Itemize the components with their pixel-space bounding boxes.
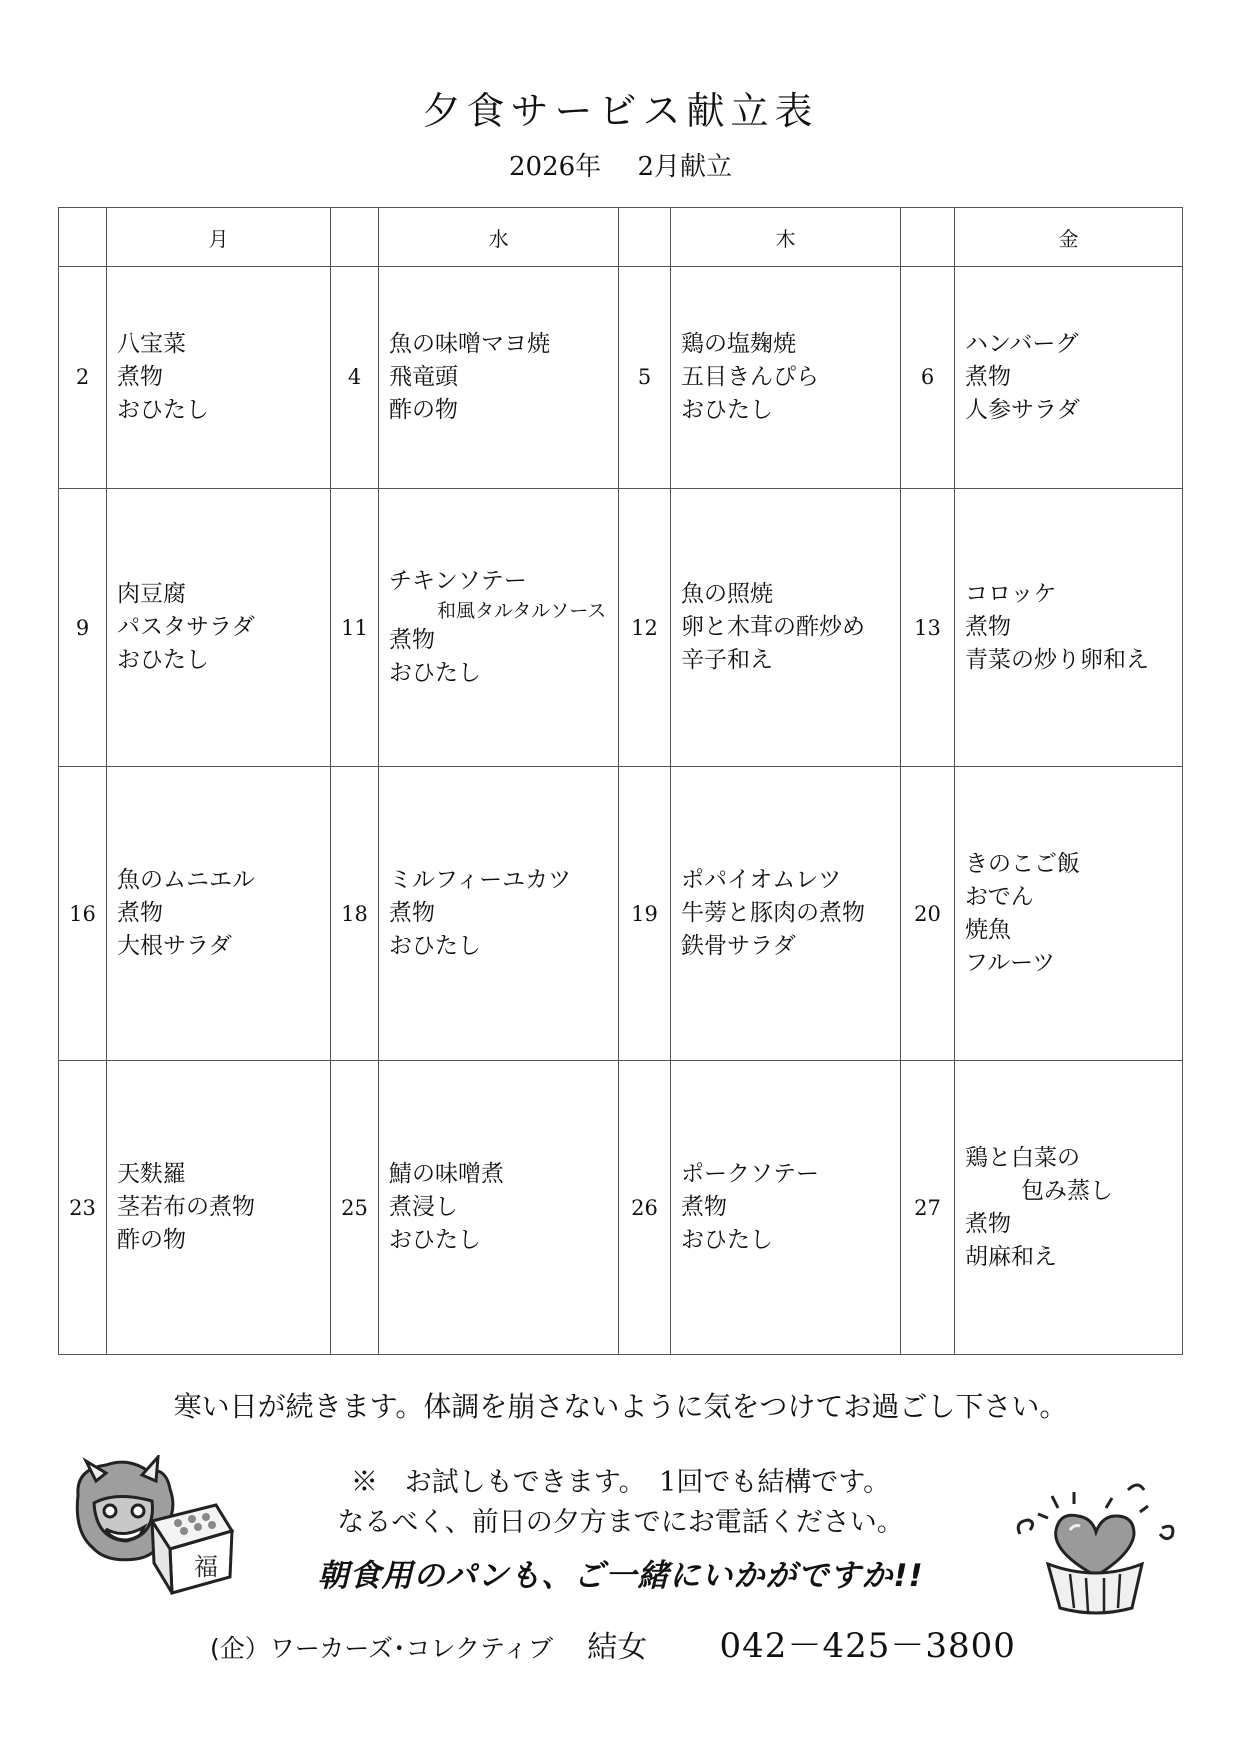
dish: 八宝菜 xyxy=(117,330,186,357)
dish: 肉豆腐 xyxy=(117,581,186,608)
dish: ハンバーグ xyxy=(965,330,1079,357)
dish: 煮物 xyxy=(965,1210,1011,1237)
subtitle-month: 2月献立 xyxy=(637,152,732,182)
dish: 煮物 xyxy=(965,614,1011,641)
header-day-blank xyxy=(59,208,107,267)
menu-cell xyxy=(107,1061,331,1355)
header-row xyxy=(59,208,1183,267)
menu-cell xyxy=(955,267,1183,489)
heart-cupcake-icon xyxy=(1012,1478,1182,1618)
dish: 大根サラダ xyxy=(117,933,232,960)
dish: おひたし xyxy=(389,1227,481,1254)
dish-sauce-note: 和風タルタルソース xyxy=(437,600,607,623)
day-number: 25 xyxy=(331,1061,379,1355)
day-number: 18 xyxy=(331,767,379,1061)
menu-cell xyxy=(379,267,619,489)
day-number: 16 xyxy=(59,767,107,1061)
dish: 魚のムニエル xyxy=(117,867,255,894)
day-number: 23 xyxy=(59,1061,107,1355)
dish: おひたし xyxy=(681,1227,773,1254)
dish: 人参サラダ xyxy=(965,396,1080,423)
dish-continuation: 包み蒸し xyxy=(1021,1177,1113,1204)
dish: おひたし xyxy=(389,933,481,960)
menu-cell xyxy=(107,267,331,489)
dish: 青菜の炒り卵和え xyxy=(965,647,1149,674)
dish: ポークソテー xyxy=(681,1161,819,1188)
header-day-blank xyxy=(331,208,379,267)
dish: 茎若布の煮物 xyxy=(117,1194,255,1221)
header-wednesday: 水 xyxy=(379,208,619,267)
week-row xyxy=(59,267,1183,489)
dish: 煮物 xyxy=(117,900,163,927)
footer-org: (企）ワーカーズ･コレクティブ xyxy=(210,1634,554,1663)
menu-cell xyxy=(107,488,331,767)
day-number: 13 xyxy=(901,488,955,767)
day-number: 11 xyxy=(331,488,379,767)
week-row xyxy=(59,488,1183,767)
dish: 鯖の味噌煮 xyxy=(389,1161,504,1188)
dish: 牛蒡と豚肉の煮物 xyxy=(681,900,865,927)
dish: 魚の味噌マヨ焼 xyxy=(389,330,550,357)
day-number: 12 xyxy=(619,488,671,767)
dish: 煮浸し xyxy=(389,1194,458,1221)
menu-cell xyxy=(671,488,901,767)
dish: 飛竜頭 xyxy=(389,363,458,390)
dish: 酢の物 xyxy=(117,1227,186,1254)
day-number: 27 xyxy=(901,1061,955,1355)
menu-cell xyxy=(379,767,619,1061)
menu-cell xyxy=(379,1061,619,1355)
dish: 煮物 xyxy=(965,363,1011,390)
dish: 魚の照焼 xyxy=(681,581,773,608)
dish: 天麩羅 xyxy=(117,1161,186,1188)
dish: 鶏と白菜の xyxy=(965,1144,1080,1171)
menu-cell xyxy=(671,1061,901,1355)
dish: 五目きんぴら xyxy=(681,363,819,390)
dish: おひたし xyxy=(117,647,209,674)
bean-box-label: 福 xyxy=(194,1553,218,1581)
dish: コロッケ xyxy=(965,581,1057,608)
footer-phone: 042－425－3800 xyxy=(719,1626,1016,1666)
subtitle-year: 2026年 xyxy=(509,152,602,182)
footer xyxy=(210,1618,1016,1667)
day-number: 19 xyxy=(619,767,671,1061)
oni-demon-with-bean-box-icon xyxy=(66,1455,236,1595)
header-thursday: 木 xyxy=(671,208,901,267)
trial-line-1: ※ お試しもできます。 1回でも結構です。 xyxy=(350,1467,891,1498)
dish: チキンソテー xyxy=(389,568,527,595)
header-monday: 月 xyxy=(107,208,331,267)
menu-cell xyxy=(671,267,901,489)
dish: おでん xyxy=(965,883,1034,910)
dish: おひたし xyxy=(681,396,773,423)
dish: 酢の物 xyxy=(389,396,458,423)
dish: 辛子和え xyxy=(681,647,773,674)
day-number: 6 xyxy=(901,267,955,489)
page-subtitle xyxy=(0,146,1241,183)
footer-name: 結女 xyxy=(587,1630,648,1665)
week-row xyxy=(59,1061,1183,1355)
header-day-blank xyxy=(619,208,671,267)
dish: おひたし xyxy=(389,660,481,687)
week-row xyxy=(59,767,1183,1061)
day-number: 5 xyxy=(619,267,671,489)
dish: おひたし xyxy=(117,396,209,423)
menu-cell xyxy=(379,488,619,767)
header-day-blank xyxy=(901,208,955,267)
page-title: 夕食サービス献立表 xyxy=(422,89,819,133)
dish: フルーツ xyxy=(965,949,1056,976)
day-number: 2 xyxy=(59,267,107,489)
dish: 煮物 xyxy=(681,1194,727,1221)
menu-cell xyxy=(107,767,331,1061)
menu-cell xyxy=(955,767,1183,1061)
dish: ポパイオムレツ xyxy=(681,867,842,894)
season-notice: 寒い日が続きます。体調を崩さないように気をつけてお過ごし下さい。 xyxy=(173,1390,1068,1423)
day-number: 4 xyxy=(331,267,379,489)
dish: 煮物 xyxy=(389,900,435,927)
dish: 煮物 xyxy=(117,363,163,390)
day-number: 9 xyxy=(59,488,107,767)
dish: 焼魚 xyxy=(965,916,1011,943)
dish: 胡麻和え xyxy=(965,1243,1057,1270)
dish: 煮物 xyxy=(389,627,435,654)
menu-cell xyxy=(955,488,1183,767)
menu-cell xyxy=(955,1061,1183,1355)
header-friday: 金 xyxy=(955,208,1183,267)
dish: パスタサラダ xyxy=(117,614,255,641)
menu-table xyxy=(58,207,1183,1355)
dish: 卵と木茸の酢炒め xyxy=(681,614,865,641)
trial-line-2: なるべく、前日の夕方までにお電話ください。 xyxy=(337,1507,904,1538)
menu-cell xyxy=(671,767,901,1061)
dish: ミルフィーユカツ xyxy=(389,867,572,894)
day-number: 26 xyxy=(619,1061,671,1355)
bread-offer: 朝食用のパンも、ご一緒にいかがですか!! xyxy=(317,1558,924,1594)
dish: きのこご飯 xyxy=(965,850,1080,877)
dish: 鶏の塩麹焼 xyxy=(681,330,796,357)
dish: 鉄骨サラダ xyxy=(681,933,796,960)
day-number: 20 xyxy=(901,767,955,1061)
